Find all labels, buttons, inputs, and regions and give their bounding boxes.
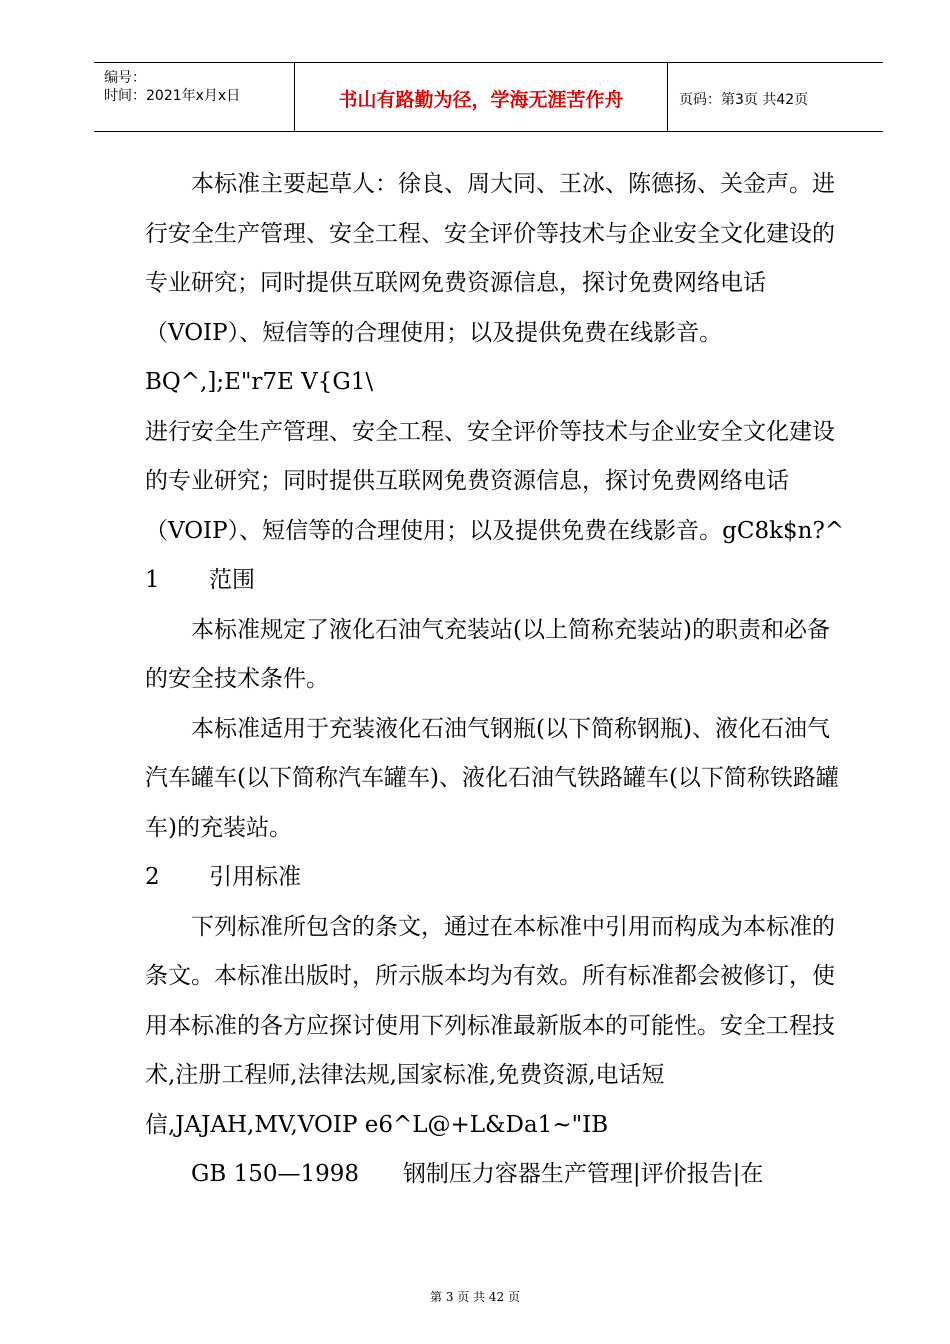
paragraph-scope-2: 本标准适用于充装液化石油气钢瓶(以下简称钢瓶)、液化石油气汽车罐车(以下简称汽车罐车)、液化石油气铁路罐车(以下简称铁路罐车)的充装站。 [145, 715, 839, 841]
paragraph-standard-entry: GB 150—1998 钢制压力容器生产管理|评价报告|在 [191, 1161, 764, 1187]
section-number: 1 [145, 567, 160, 593]
section-title: 范围 [209, 567, 255, 593]
section-heading-references [145, 853, 845, 903]
paragraph-references: 下列标准所包含的条文，通过在本标准中引用而构成为本标准的条文。本标准出版时，所示版本均为有效。所有标准都会被修订，使用本标准的各方应探讨使用下列标准最新版本的可能性。安全工程技术,注册工程师,法律法规,国家标准,免费资源,电话短信,JAJAH,MV,VOIP e6^L@+L&Da1~"IB [145, 913, 835, 1138]
header-motto-cell [294, 63, 668, 131]
document-body [145, 160, 845, 1200]
header-motto: 书山有路勤为径，学海无涯苦作舟 [338, 89, 624, 111]
header-page-info: 页码：第3页 共42页 [679, 92, 809, 108]
section-heading-scope [145, 556, 845, 606]
header-meta-cell [94, 63, 294, 131]
paragraph-promo: 进行安全生产管理、安全工程、安全评价等技术与企业安全文化建设的专业研究；同时提供互联网免费资源信息，探讨免费网络电话（VOIP）、短信等的合理使用；以及提供免费在线影音。gC8k$n?^ [145, 418, 845, 544]
page-header [94, 62, 883, 132]
time-label: 时间：2021年x月x日 [104, 88, 241, 104]
page-footer: 第 3 页 共 42 页 [430, 1290, 520, 1304]
section-number: 2 [145, 864, 160, 890]
paragraph-drafters: 本标准主要起草人：徐良、周大同、王冰、陈德扬、关金声。进行安全生产管理、安全工程、安全评价等技术与企业安全文化建设的专业研究；同时提供互联网免费资源信息，探讨免费网络电话（VOIP）、短信等的合理使用；以及提供免费在线影音。BQ^,];E"r7E V{G1\ [145, 171, 835, 395]
serial-label: 编号： [104, 70, 146, 86]
section-title: 引用标准 [209, 864, 301, 890]
header-page-cell [667, 63, 883, 131]
paragraph-scope-1: 本标准规定了液化石油气充装站(以上简称充装站)的职责和必备的安全技术条件。 [145, 616, 830, 692]
